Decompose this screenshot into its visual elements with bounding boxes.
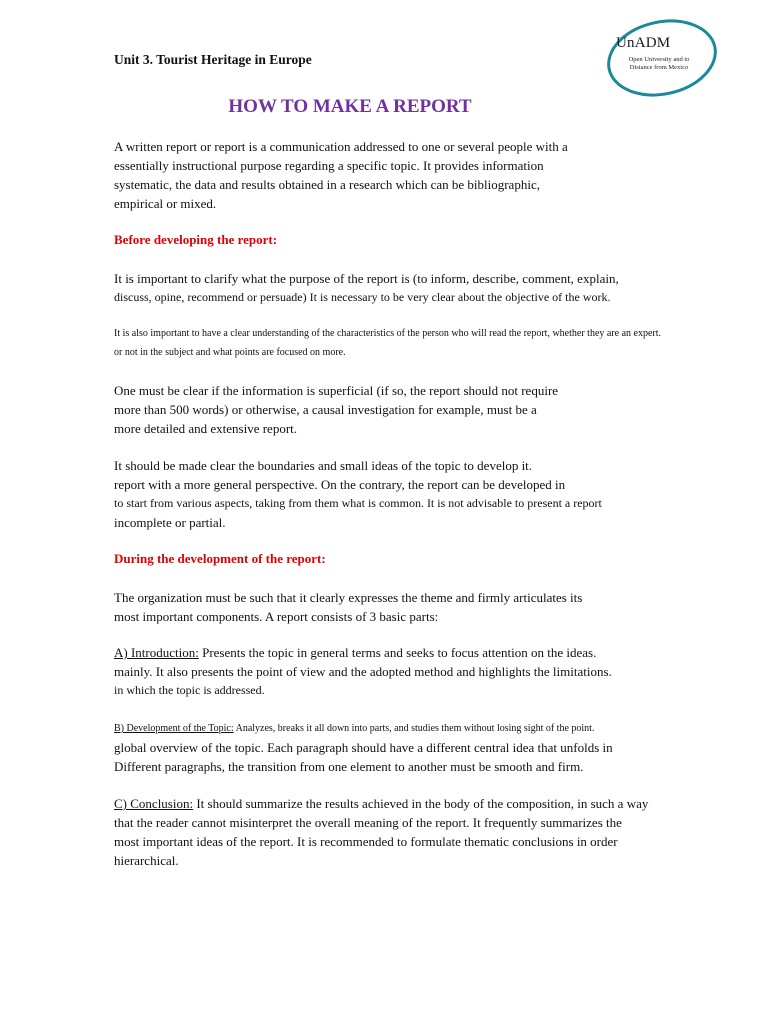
paragraph-line: discuss, opine, recommend or persuade) It is necessary to be very clear about the objective of the work. (114, 290, 611, 304)
logo-subtitle: Open University and to Distance from Mexico (628, 56, 690, 71)
part-a-introduction (114, 643, 654, 700)
during-heading: During the development of the report: (114, 551, 326, 566)
before-paragraph-1 (114, 269, 654, 307)
before-paragraph-3 (114, 381, 654, 438)
part-a-text: Presents the topic in general terms and seeks to focus attention on the ideas. (198, 645, 597, 660)
before-heading: Before developing the report: (114, 232, 278, 247)
before-paragraph-2 (114, 324, 662, 362)
paragraph-line: Different paragraphs, the transition from one element to another must be smooth and firm. (114, 759, 584, 774)
intro-line: systematic, the data and results obtained in a research which can be bibliographic, (114, 177, 540, 192)
part-b-label: B) Development of the Topic: (114, 723, 234, 734)
paragraph-line: mainly. It also presents the point of view and the adopted method and highlights the limitations. (114, 664, 612, 679)
paragraph-line: more than 500 words) or otherwise, a causal investigation for example, must be a (114, 402, 537, 417)
paragraph-line: It is important to clarify what the purpose of the report is (to inform, describe, comment, explain, (114, 271, 619, 286)
paragraph-line: The organization must be such that it clearly expresses the theme and firmly articulates its (114, 590, 583, 605)
paragraph-line: It is also important to have a clear understanding of the characteristics of the person who will read the report, whether they are an expert. (114, 328, 662, 339)
paragraph-line: report with a more general perspective. On the contrary, the report can be developed in (114, 477, 566, 492)
paragraph-line: It should be made clear the boundaries and small ideas of the topic to develop it. (114, 458, 533, 473)
page-title: HOW TO MAKE A REPORT (228, 96, 472, 117)
paragraph-line: incomplete or partial. (114, 515, 226, 530)
part-c-label: C) Conclusion: (114, 796, 194, 811)
unadm-logo (604, 18, 720, 98)
paragraph-line: One must be clear if the information is superficial (if so, the report should not require (114, 383, 559, 398)
intro-paragraph (114, 137, 654, 213)
intro-line: empirical or mixed. (114, 196, 217, 211)
part-a-label: A) Introduction: (114, 645, 199, 660)
paragraph-line: hierarchical. (114, 853, 179, 868)
paragraph-line: most important components. A report consists of 3 basic parts: (114, 609, 439, 624)
part-b-text: Analyzes, breaks it all down into parts, and studies them without losing sight of the point. (233, 723, 595, 734)
during-paragraph-1 (114, 588, 654, 626)
part-b-first-line (114, 719, 654, 738)
paragraph-line: or not in the subject and what points are focused on more. (114, 347, 346, 358)
part-c-first-line (114, 794, 654, 813)
paragraph-line: in which the topic is addressed. (114, 683, 265, 697)
part-c-conclusion (114, 794, 654, 870)
part-c-text: It should summarize the results achieved in the body of the composition, in such a way (193, 796, 649, 811)
part-b-development (114, 719, 654, 776)
part-a-first-line (114, 643, 654, 662)
logo-name: UnADM (616, 35, 671, 51)
paragraph-line: to start from various aspects, taking from them what is common. It is not advisable to present a report (114, 496, 602, 510)
before-paragraph-4 (114, 456, 654, 532)
paragraph-line: most important ideas of the report. It is recommended to formulate thematic conclusions in order (114, 834, 618, 849)
paragraph-line: that the reader cannot misinterpret the overall meaning of the report. It frequently summarizes the (114, 815, 622, 830)
intro-line: essentially instructional purpose regarding a specific topic. It provides information (114, 158, 544, 173)
paragraph-line: more detailed and extensive report. (114, 421, 298, 436)
intro-line: A written report or report is a communication addressed to one or several people with a (114, 139, 568, 154)
paragraph-line: global overview of the topic. Each paragraph should have a different central idea that unfolds in (114, 740, 613, 755)
unit-title: Unit 3. Tourist Heritage in Europe (114, 52, 312, 67)
